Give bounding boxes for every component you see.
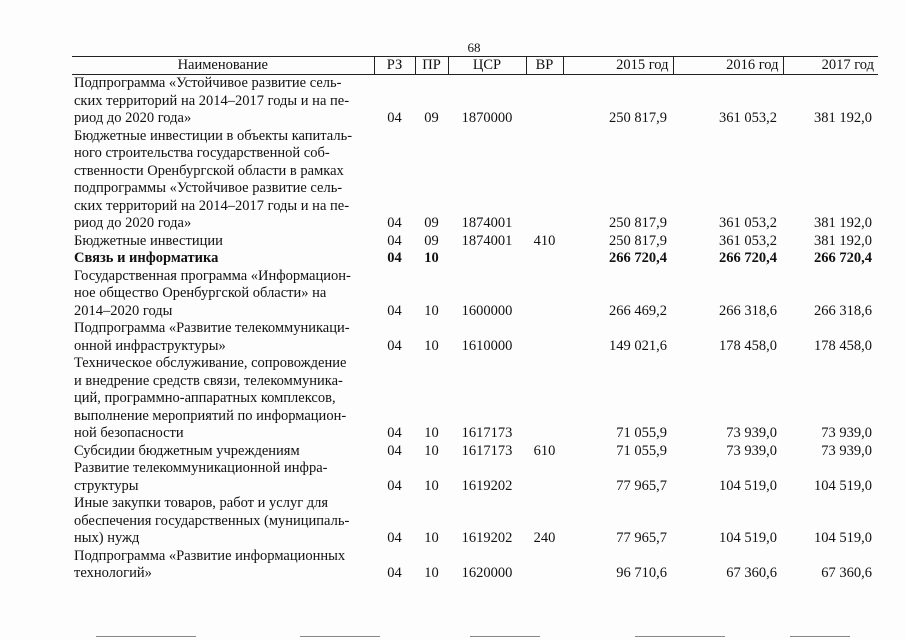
cell-csr: 1870000 <box>461 110 513 126</box>
row-name <box>72 233 374 251</box>
row-name-line: онной инфраструктуры» <box>74 337 226 354</box>
row-name <box>72 128 374 233</box>
cell-rz: 04 <box>387 425 402 441</box>
cell-y2015: 250 817,9 <box>609 110 667 126</box>
header-csr: ЦСР <box>448 57 526 75</box>
cell-y2016: 67 360,6 <box>726 565 777 581</box>
cell-vr: 610 <box>533 442 556 459</box>
row-name-line: выполнение мероприятий по информацион- <box>74 407 347 424</box>
cell-y2017: 73 939,0 <box>821 442 872 459</box>
budget-table <box>72 56 878 583</box>
row-name-line: и внедрение средств связи, телекоммуника- <box>74 372 343 389</box>
cell-rz: 04 <box>387 337 402 354</box>
cell-y2016: 104 519,0 <box>719 530 777 546</box>
cell-pr: 10 <box>424 302 439 319</box>
cell-rz: 04 <box>387 565 402 581</box>
row-name-line: подпрограммы «Устойчивое развитие сель- <box>74 180 343 196</box>
row-name-line: обеспечения государственных (муниципаль- <box>74 512 350 529</box>
row-name-line: ственности Оренбургской области в рамках <box>74 162 344 179</box>
cell-pr: 10 <box>424 477 439 494</box>
table-row <box>72 443 878 461</box>
row-name <box>72 75 374 128</box>
cell-y2017: 104 519,0 <box>814 477 872 494</box>
cell-y2016: 104 519,0 <box>719 477 777 494</box>
cell-y2016: 178 458,0 <box>719 337 777 354</box>
row-name-line: риод до 2020 года» <box>74 215 192 231</box>
row-name-line: 2014–2020 годы <box>74 302 173 319</box>
cell-rz: 04 <box>387 232 402 249</box>
cell-y2017: 178 458,0 <box>814 337 872 354</box>
row-name-line: ного строительства государственной соб- <box>74 145 330 161</box>
cell-vr <box>526 355 563 443</box>
cell-y2015: 250 817,9 <box>609 215 667 231</box>
cell-y2017: 266 318,6 <box>814 302 872 319</box>
cell-pr: 10 <box>424 425 439 441</box>
cell-csr: 1874001 <box>461 215 513 231</box>
row-name <box>72 443 374 461</box>
cell-y2017: 266 720,4 <box>814 250 872 266</box>
header-2015: 2015 год <box>563 57 673 75</box>
row-name-line: Подпрограмма «Развитие информационных <box>74 547 346 564</box>
cell-y2015: 71 055,9 <box>616 442 667 459</box>
cell-csr <box>448 250 526 268</box>
row-name-line: ций, программно-аппаратных комплексов, <box>74 390 336 406</box>
row-name <box>72 250 374 268</box>
cell-csr: 1617173 <box>461 442 513 459</box>
cell-pr: 10 <box>424 337 439 354</box>
table-row <box>72 250 878 268</box>
table-row <box>72 320 878 355</box>
row-name-line: риод до 2020 года» <box>74 110 192 126</box>
cell-csr: 1617173 <box>461 425 513 441</box>
cell-vr: 410 <box>533 232 556 249</box>
table-row <box>72 268 878 321</box>
cell-y2015: 266 720,4 <box>609 250 667 266</box>
cell-pr: 09 <box>424 110 439 126</box>
cell-vr <box>526 320 563 355</box>
cell-y2017: 73 939,0 <box>821 425 872 441</box>
cell-y2016: 73 939,0 <box>726 442 777 459</box>
cell-csr: 1620000 <box>461 565 513 581</box>
table-row <box>72 548 878 583</box>
cell-csr: 1600000 <box>461 302 513 319</box>
cell-pr: 10 <box>424 530 439 546</box>
row-name-line: Подпрограмма «Устойчивое развитие сель- <box>74 75 342 91</box>
cell-y2017: 67 360,6 <box>821 565 872 581</box>
row-name-line: Подпрограмма «Развитие телекоммуникаци- <box>74 320 350 336</box>
row-name-line: Иные закупки товаров, работ и услуг для <box>74 495 329 511</box>
table-row <box>72 128 878 233</box>
cell-rz: 04 <box>387 215 402 231</box>
cell-vr <box>526 268 563 321</box>
cell-y2016: 361 053,2 <box>719 232 777 249</box>
table-header <box>72 57 878 75</box>
cell-rz: 04 <box>387 530 402 546</box>
cell-y2015: 71 055,9 <box>616 425 667 441</box>
header-2016: 2016 год <box>673 57 783 75</box>
page-number <box>0 40 905 56</box>
row-name-line: ских территорий на 2014–2017 годы и на пе- <box>74 197 350 214</box>
row-name-line: ное общество Оренбургской области» на <box>74 285 327 301</box>
row-name-line: Техническое обслуживание, сопровождение <box>74 355 347 371</box>
header-rz: РЗ <box>374 57 415 75</box>
row-name-line: Связь и информатика <box>74 250 219 266</box>
row-name <box>72 548 374 583</box>
row-name-line: структуры <box>74 477 139 494</box>
cell-y2017: 381 192,0 <box>814 232 872 249</box>
row-name <box>72 460 374 495</box>
cell-csr: 1610000 <box>461 337 513 354</box>
cell-pr: 09 <box>424 232 439 249</box>
header-name: Наименование <box>72 57 374 75</box>
cell-y2017: 381 192,0 <box>814 110 872 126</box>
page-number-text: 68 <box>467 40 481 55</box>
row-name <box>72 320 374 355</box>
row-name-line: Государственная программа «Информацион- <box>74 267 351 284</box>
cell-y2016: 361 053,2 <box>719 215 777 231</box>
scan-bottom-edge <box>0 632 905 640</box>
cell-y2015: 250 817,9 <box>609 232 667 249</box>
cell-pr: 10 <box>424 442 439 459</box>
row-name <box>72 355 374 443</box>
cell-y2016: 266 318,6 <box>719 302 777 319</box>
cell-vr <box>526 128 563 233</box>
table-row <box>72 75 878 128</box>
cell-y2016: 266 720,4 <box>719 250 777 266</box>
cell-pr: 09 <box>424 215 439 231</box>
header-2017: 2017 год <box>783 57 878 75</box>
row-name-line: Бюджетные инвестиции <box>74 232 223 249</box>
cell-y2016: 361 053,2 <box>719 110 777 126</box>
cell-vr <box>526 548 563 583</box>
cell-rz: 04 <box>387 442 402 459</box>
row-name-line: ских территорий на 2014–2017 годы и на пе- <box>74 92 350 109</box>
cell-rz: 04 <box>387 110 402 126</box>
cell-y2015: 77 965,7 <box>616 477 667 494</box>
cell-y2015: 77 965,7 <box>616 530 667 546</box>
table-body <box>72 75 878 583</box>
row-name-line: Развитие телекоммуникационной инфра- <box>74 460 328 476</box>
row-name <box>72 268 374 321</box>
cell-y2015: 96 710,6 <box>616 565 667 581</box>
cell-vr: 240 <box>533 530 556 546</box>
row-name <box>72 495 374 548</box>
cell-y2017: 104 519,0 <box>814 530 872 546</box>
cell-rz: 04 <box>387 302 402 319</box>
row-name-line: технологий» <box>74 565 152 581</box>
row-name-line: Бюджетные инвестиции в объекты капиталь- <box>74 127 353 144</box>
cell-vr <box>526 250 563 268</box>
row-name-line: ных) нужд <box>74 530 140 546</box>
cell-rz: 04 <box>387 477 402 494</box>
header-pr: ПР <box>415 57 448 75</box>
table-row <box>72 495 878 548</box>
row-name-line: Субсидии бюджетным учреждениям <box>74 442 300 459</box>
cell-y2017: 381 192,0 <box>814 215 872 231</box>
cell-vr <box>526 460 563 495</box>
cell-y2015: 149 021,6 <box>609 337 667 354</box>
cell-rz: 04 <box>387 250 402 266</box>
cell-csr: 1874001 <box>461 232 513 249</box>
cell-csr: 1619202 <box>461 477 513 494</box>
table-row <box>72 355 878 443</box>
cell-pr: 10 <box>424 250 439 266</box>
row-name-line: ной безопасности <box>74 425 184 441</box>
cell-pr: 10 <box>424 565 439 581</box>
cell-csr: 1619202 <box>461 530 513 546</box>
cell-y2015: 266 469,2 <box>609 302 667 319</box>
table-row <box>72 233 878 251</box>
table-row <box>72 460 878 495</box>
cell-vr <box>526 75 563 128</box>
header-vr: ВР <box>526 57 563 75</box>
cell-y2016: 73 939,0 <box>726 425 777 441</box>
